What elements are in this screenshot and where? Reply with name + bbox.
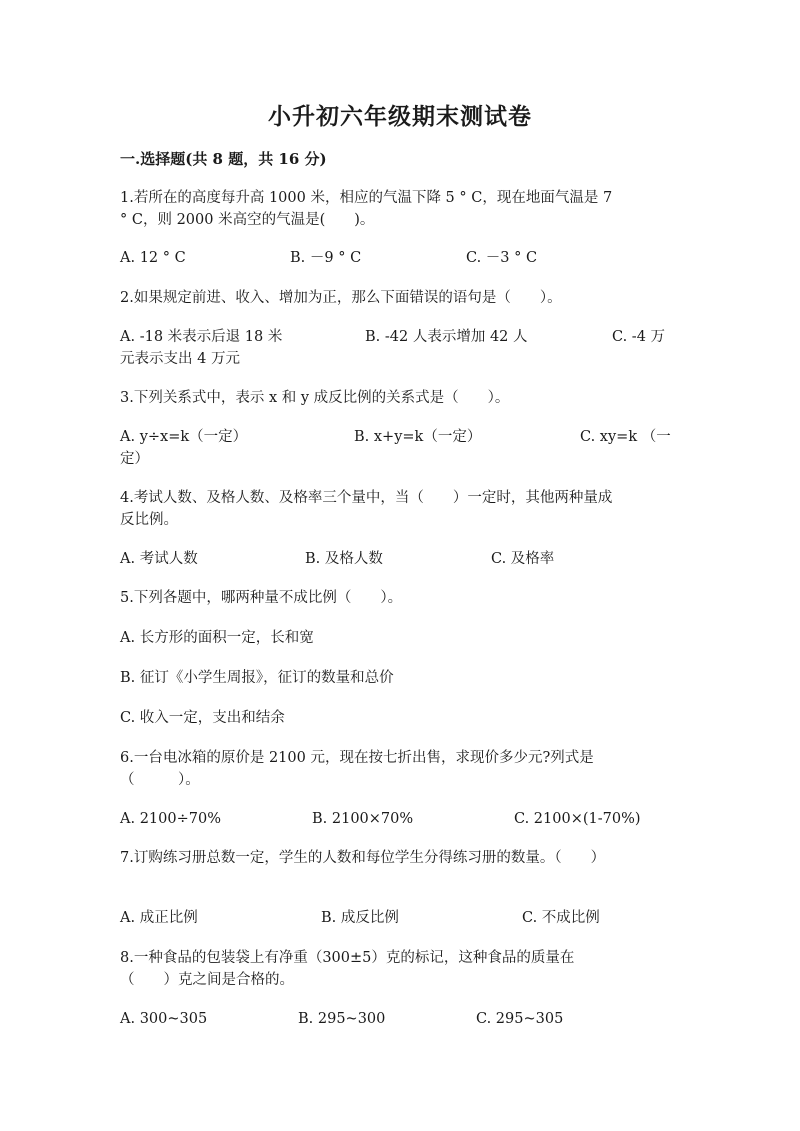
- question-3-option-c: C. xy=k （一: [580, 429, 671, 445]
- question-6-option-a: A. 2100÷70%: [120, 811, 221, 827]
- question-2-option-b: B. -42 人表示增加 42 人: [365, 329, 528, 345]
- question-3-option-a: A. y÷x=k（一定）: [120, 429, 248, 445]
- question-3-option-b: B. x+y=k（一定）: [354, 429, 482, 445]
- question-1-option-b: B. －9 ° C: [290, 250, 362, 266]
- question-8-option-b: B. 295~300: [298, 1011, 386, 1027]
- page-title: 小升初六年级期末测试卷: [268, 103, 532, 130]
- question-4-line-2: 反比例。: [120, 512, 178, 528]
- question-7-option-a: A. 成正比例: [120, 910, 198, 926]
- question-6-option-c: C. 2100×(1-70%): [514, 811, 641, 827]
- question-2-option-c-cont: 元表示支出 4 万元: [120, 351, 240, 367]
- question-4-option-a: A. 考试人数: [120, 551, 198, 567]
- question-3-line-1: 3.下列关系式中，表示 x 和 y 成反比例的关系式是（ ）。: [120, 390, 510, 406]
- question-6-line-2: （ ）。: [120, 772, 200, 788]
- question-1-line-1: 1.若所在的高度每升高 1000 米，相应的气温下降 5 ° C，现在地面气温是 7: [120, 190, 613, 206]
- question-5-option-a: A. 长方形的面积一定，长和宽: [120, 630, 314, 646]
- question-3-option-c-cont: 定）: [120, 451, 149, 467]
- question-2-option-a: A. -18 米表示后退 18 米: [120, 329, 283, 345]
- question-4-option-c: C. 及格率: [491, 551, 555, 567]
- question-2-line-1: 2.如果规定前进、收入、增加为正，那么下面错误的语句是（ ）。: [120, 290, 562, 306]
- question-5-option-c: C. 收入一定，支出和结余: [120, 710, 285, 726]
- question-8-option-a: A. 300~305: [120, 1011, 208, 1027]
- question-8-option-c: C. 295~305: [476, 1011, 564, 1027]
- question-7-option-b: B. 成反比例: [321, 910, 399, 926]
- question-8-line-1: 8.一种食品的包装袋上有净重（300±5）克的标记，这种食品的质量在: [120, 950, 575, 966]
- question-6-option-b: B. 2100×70%: [312, 811, 414, 827]
- question-1-option-a: A. 12 ° C: [120, 250, 186, 266]
- question-5-option-b: B. 征订《小学生周报》，征订的数量和总价: [120, 670, 394, 686]
- question-4-option-b: B. 及格人数: [305, 551, 383, 567]
- question-2-option-c: C. -4 万: [612, 329, 666, 345]
- question-8-line-2: （ ）克之间是合格的。: [120, 972, 294, 988]
- question-7-line-1: 7.订购练习册总数一定，学生的人数和每位学生分得练习册的数量。（ ）: [120, 850, 606, 866]
- question-4-line-1: 4.考试人数、及格人数、及格率三个量中，当（ ）一定时，其他两种量成: [120, 490, 613, 506]
- question-1-option-c: C. －3 ° C: [466, 250, 538, 266]
- question-5-line-1: 5.下列各题中，哪两种量不成比例（ ）。: [120, 590, 403, 606]
- question-1-line-2: ° C，则 2000 米高空的气温是( )。: [120, 212, 375, 228]
- question-7-option-c: C. 不成比例: [522, 910, 600, 926]
- question-6-line-1: 6.一台电冰箱的原价是 2100 元，现在按七折出售，求现价多少元?列式是: [120, 750, 594, 766]
- section-heading: 一.选择题(共 8 题，共 16 分): [120, 150, 327, 168]
